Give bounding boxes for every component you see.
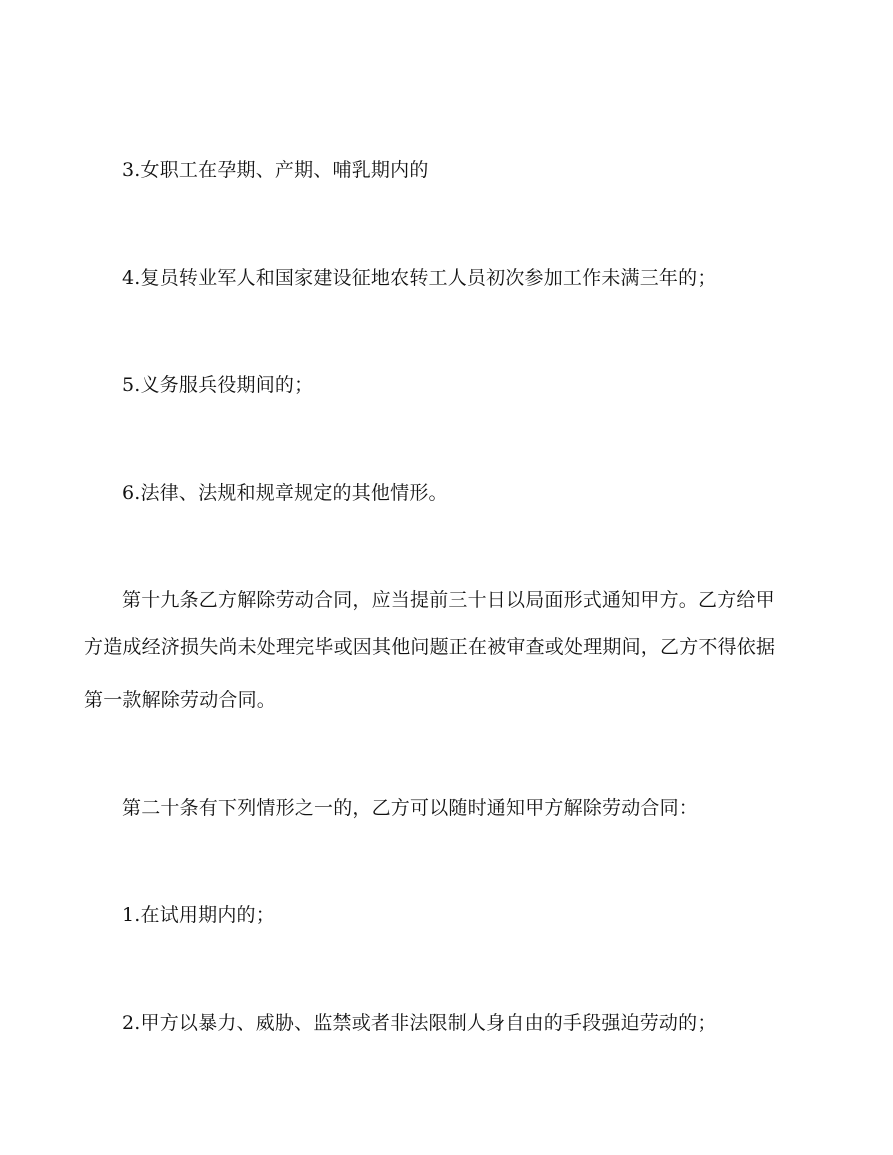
article-19-line-2: 方造成经济损失尚未处理完毕或因其他问题正在被审查或处理期间，乙方不得依据 <box>84 636 776 658</box>
list-item-4: 4.复员转业军人和国家建设征地农转工人员初次参加工作未满三年的； <box>122 267 717 289</box>
list-item-6: 6.法律、法规和规章规定的其他情形。 <box>122 482 448 504</box>
list-item-5: 5.义务服兵役期间的； <box>122 374 314 396</box>
article-20-heading: 第二十条有下列情形之一的，乙方可以随时通知甲方解除劳动合同： <box>122 797 699 819</box>
article-19-line-1: 第十九条乙方解除劳动合同，应当提前三十日以局面形式通知甲方。乙方给甲 <box>122 589 775 611</box>
article-20-item-2: 2.甲方以暴力、威胁、监禁或者非法限制人身自由的手段强迫劳动的； <box>122 1012 717 1034</box>
list-item-3: 3.女职工在孕期、产期、哺乳期内的 <box>122 159 429 181</box>
article-20-item-1: 1.在试用期内的； <box>122 904 275 926</box>
article-19-line-3: 第一款解除劳动合同。 <box>84 689 277 711</box>
